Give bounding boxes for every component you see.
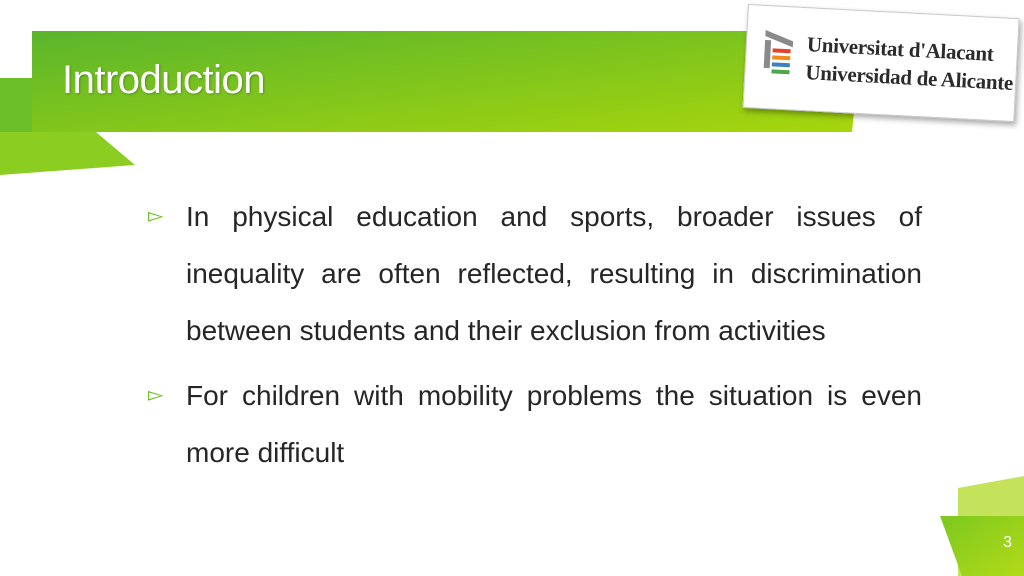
bullet-item: [148, 367, 922, 481]
university-logo: [743, 4, 1020, 122]
page-title: Introduction: [62, 58, 266, 102]
logo-line-2: Universidad de Alicante: [804, 60, 1014, 95]
triangle-bullet-icon: ▻: [148, 205, 164, 227]
left-accent-strip: [0, 78, 32, 132]
page-number: 3: [1003, 534, 1012, 551]
bullet-text: For children with mobility problems the situation is even more difficult: [186, 380, 922, 468]
bullet-text: In physical education and sports, broader issues of inequality are often reflected, resulting in discrimination between students and their exclusion from activities: [186, 201, 922, 346]
bullet-item: [148, 188, 922, 359]
university-emblem-icon: [757, 28, 800, 84]
logo-line-1: Universitat d'Alacant: [806, 32, 995, 66]
triangle-bullet-icon: ▻: [148, 384, 164, 406]
bullet-list: [148, 188, 922, 481]
